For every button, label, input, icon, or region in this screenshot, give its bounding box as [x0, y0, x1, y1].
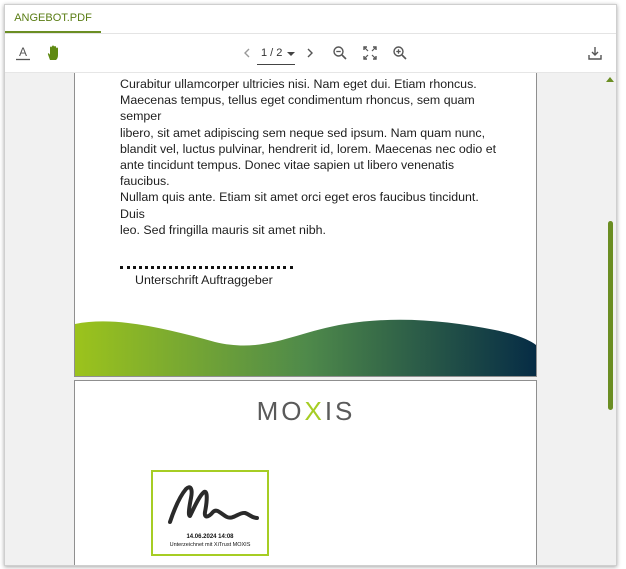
page-body-text [120, 76, 500, 238]
text-line: libero, sit amet adipiscing sem neque sed ipsum. Nam quam nunc, [120, 125, 486, 140]
pdf-page-2 [74, 380, 537, 565]
zoom-in-icon [392, 45, 408, 61]
previous-page-button[interactable] [237, 43, 257, 63]
text-line: Curabitur ullamcorper ultricies nisi. Nam eget dui. Etiam rhoncus. [120, 77, 477, 91]
document-viewport[interactable] [5, 73, 616, 565]
download-button[interactable] [585, 43, 605, 63]
text-line: Maecenas tempus, tellus eget condimentum rhoncus, sem quam semper [120, 93, 475, 124]
handwritten-signature [153, 472, 267, 532]
zoom-in-button[interactable] [390, 43, 410, 63]
text-cursor-icon [14, 44, 32, 62]
tab-angebot-pdf[interactable]: ANGEBOT.PDF [5, 5, 101, 33]
footer-wave-graphic [75, 318, 536, 376]
text-select-button[interactable] [13, 43, 33, 63]
toolbar [5, 34, 616, 73]
stamp-note: Unterzeichnet mit XiTrust MOXIS [169, 542, 251, 548]
signature-label: Unterschrift Auftraggeber [135, 273, 273, 287]
page-indicator: 1 / 2 [261, 47, 283, 59]
hand-icon [44, 44, 62, 62]
zoom-out-icon [332, 45, 348, 61]
download-icon [587, 45, 603, 61]
page-selector[interactable] [257, 43, 295, 65]
text-line: Nullam quis ante. Etiam sit amet orci eget eros faucibus tincidunt. Duis [120, 190, 479, 221]
logo-wordmark: MOXIS [256, 396, 356, 425]
signature-stamp [151, 470, 269, 556]
fit-page-icon [362, 45, 378, 61]
chevron-right-icon [303, 46, 317, 60]
text-line: ante tincidunt tempus. Donec vitae sapien ut libero venenatis faucibus. [120, 158, 455, 189]
scroll-up-arrow-icon[interactable] [606, 77, 614, 82]
next-page-button[interactable] [300, 43, 320, 63]
chevron-down-icon [287, 50, 295, 58]
pdf-viewer-window [4, 4, 617, 566]
pdf-page-1 [74, 73, 537, 377]
chevron-left-icon [240, 46, 254, 60]
text-line: leo. Sed fringilla mauris sit amet nibh. [120, 222, 326, 237]
pan-tool-button[interactable] [43, 43, 63, 63]
signature-line [120, 266, 293, 269]
tab-bar [5, 5, 616, 34]
stamp-date: 14.06.2024 14:08 [186, 534, 234, 540]
svg-text:A: A [18, 45, 28, 59]
zoom-out-button[interactable] [330, 43, 350, 63]
text-line: blandit vel, luctus pulvinar, hendrerit id, lorem. Maecenas nec odio et [120, 141, 497, 156]
moxis-logo [75, 395, 536, 425]
scrollbar-thumb[interactable] [608, 221, 613, 410]
fit-page-button[interactable] [360, 43, 380, 63]
